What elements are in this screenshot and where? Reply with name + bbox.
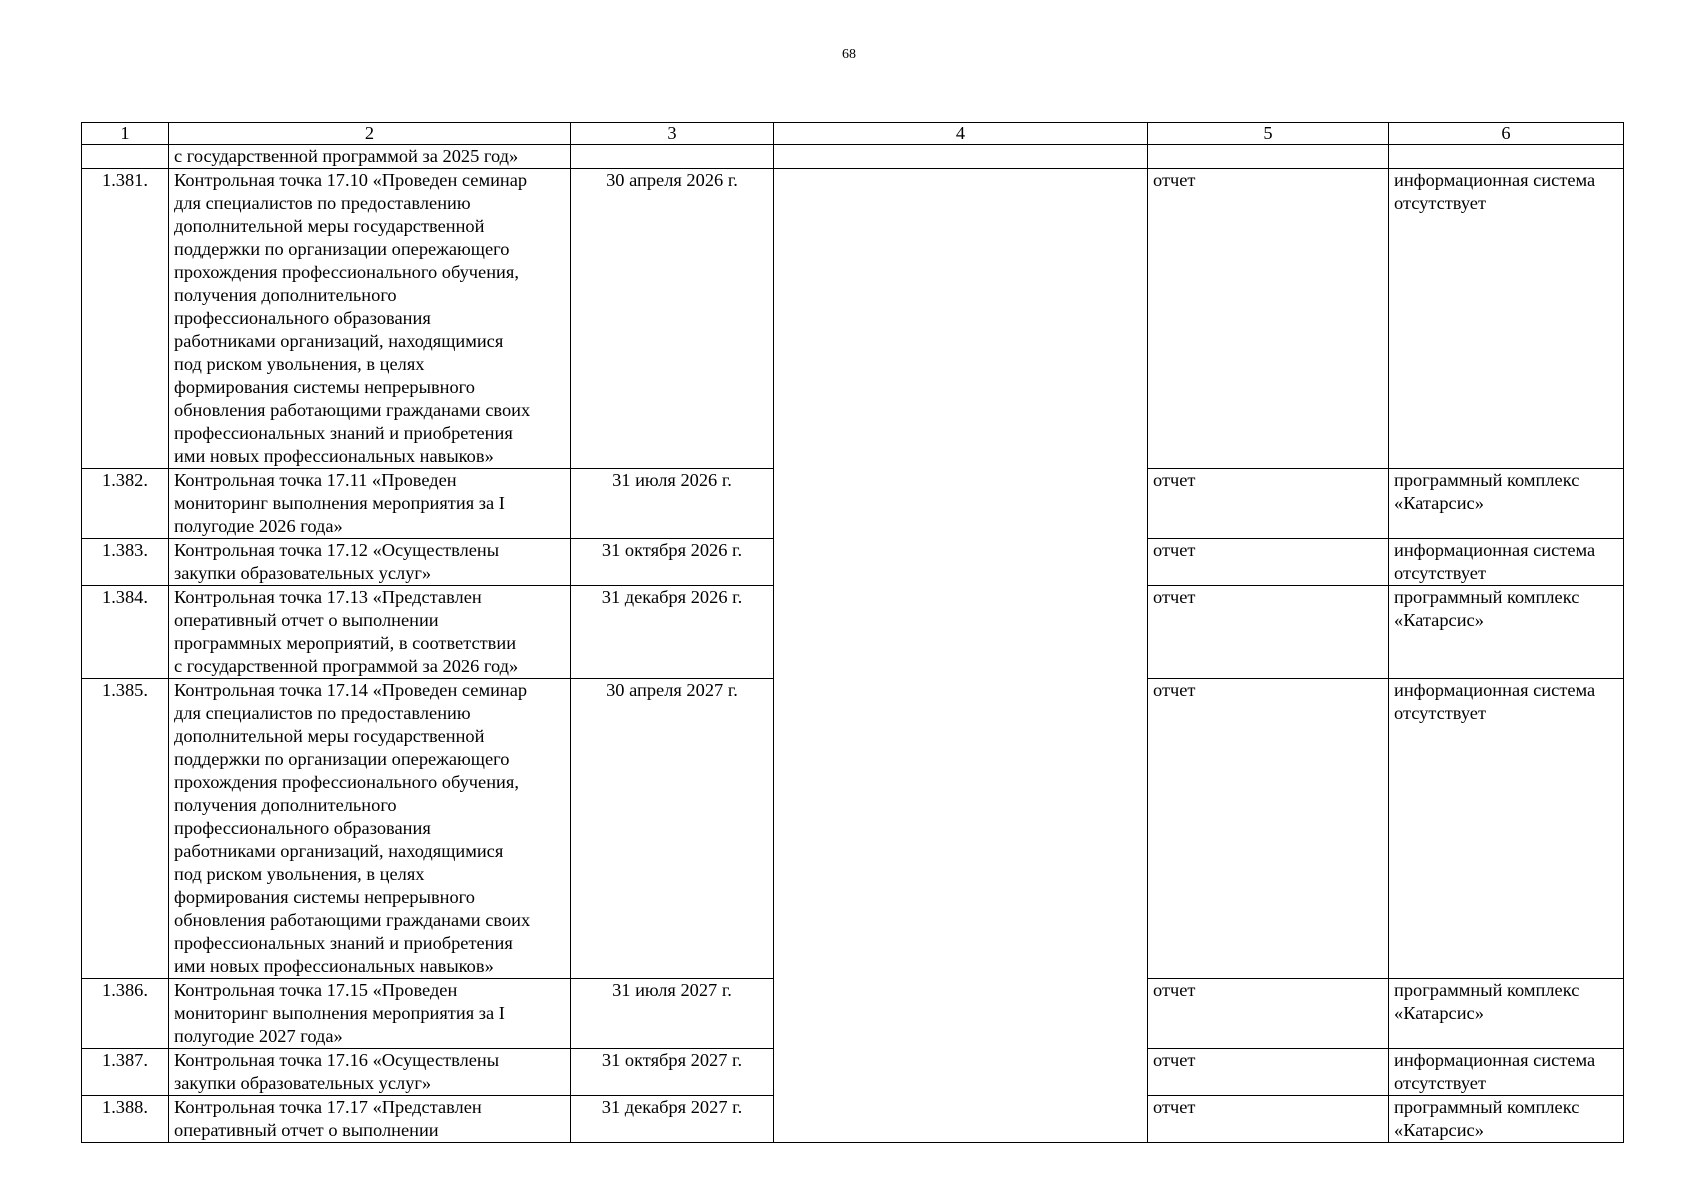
cell-number: 1.381. (82, 169, 169, 469)
cell-number: 1.382. (82, 469, 169, 539)
cell-system: программный комплекс «Катарсис» (1389, 1096, 1624, 1143)
cell-date: 30 апреля 2026 г. (571, 169, 774, 469)
cell-number: 1.386. (82, 979, 169, 1049)
cell-number (82, 145, 169, 169)
cell-description: Контрольная точка 17.15 «Проведен мониторинг выполнения мероприятия за I полугодие 2027 года» (169, 979, 571, 1049)
cell-doc: отчет (1148, 679, 1389, 979)
cell-system: информационная система отсутствует (1389, 1049, 1624, 1096)
cell-doc: отчет (1148, 469, 1389, 539)
continuation-row (82, 145, 1624, 169)
header-row (82, 123, 1624, 145)
cell-description: Контрольная точка 17.12 «Осуществлены закупки образовательных услуг» (169, 539, 571, 586)
cell-system: программный комплекс «Катарсис» (1389, 586, 1624, 679)
cell-doc: отчет (1148, 1049, 1389, 1096)
cell-description: Контрольная точка 17.11 «Проведен мониторинг выполнения мероприятия за I полугодие 2026 года» (169, 469, 571, 539)
control-points-table (81, 122, 1624, 1143)
cell-number: 1.388. (82, 1096, 169, 1143)
column-header: 4 (774, 123, 1148, 145)
cell-doc: отчет (1148, 1096, 1389, 1143)
column-header: 6 (1389, 123, 1624, 145)
cell-date: 31 декабря 2027 г. (571, 1096, 774, 1143)
cell-col4-merged (774, 169, 1148, 1143)
page-number: 68 (842, 47, 856, 62)
cell-number: 1.387. (82, 1049, 169, 1096)
cell-doc: отчет (1148, 169, 1389, 469)
cell-system (1389, 145, 1624, 169)
cell-date: 31 октября 2027 г. (571, 1049, 774, 1096)
cell-system: программный комплекс «Катарсис» (1389, 979, 1624, 1049)
cell-description: Контрольная точка 17.10 «Проведен семинар для специалистов по предоставлению дополнительной меры государственной поддержки по организации опережающего прохождения профессионального обучения, получения дополнительного профессионального образования работниками организаций, находящимися под риском увольнения, в целях формирования системы непрерывного обновления работающими гражданами своих профессиональных знаний и приобретения ими новых профессиональных навыков» (169, 169, 571, 469)
table-row (82, 169, 1624, 469)
cell-doc: отчет (1148, 586, 1389, 679)
column-header: 2 (169, 123, 571, 145)
cell-number: 1.384. (82, 586, 169, 679)
cell-date: 30 апреля 2027 г. (571, 679, 774, 979)
cell-doc: отчет (1148, 979, 1389, 1049)
cell-date: 31 июля 2027 г. (571, 979, 774, 1049)
cell-description: Контрольная точка 17.14 «Проведен семинар для специалистов по предоставлению дополнительной меры государственной поддержки по организации опережающего прохождения профессионального обучения, получения дополнительного профессионального образования работниками организаций, находящимися под риском увольнения, в целях формирования системы непрерывного обновления работающими гражданами своих профессиональных знаний и приобретения ими новых профессиональных навыков» (169, 679, 571, 979)
cell-system: программный комплекс «Катарсис» (1389, 469, 1624, 539)
cell-system: информационная система отсутствует (1389, 679, 1624, 979)
cell-doc: отчет (1148, 539, 1389, 586)
cell-doc (1148, 145, 1389, 169)
column-header: 1 (82, 123, 169, 145)
cell-description: с государственной программой за 2025 год» (169, 145, 571, 169)
cell-date: 31 октября 2026 г. (571, 539, 774, 586)
cell-number: 1.383. (82, 539, 169, 586)
cell-col4 (774, 145, 1148, 169)
column-header: 5 (1148, 123, 1389, 145)
cell-system: информационная система отсутствует (1389, 169, 1624, 469)
cell-date (571, 145, 774, 169)
cell-description: Контрольная точка 17.16 «Осуществлены закупки образовательных услуг» (169, 1049, 571, 1096)
cell-description: Контрольная точка 17.17 «Представлен оперативный отчет о выполнении (169, 1096, 571, 1143)
cell-description: Контрольная точка 17.13 «Представлен оперативный отчет о выполнении программных мероприятий, в соответствии с государственной программой за 2026 год» (169, 586, 571, 679)
cell-date: 31 июля 2026 г. (571, 469, 774, 539)
cell-number: 1.385. (82, 679, 169, 979)
cell-date: 31 декабря 2026 г. (571, 586, 774, 679)
cell-system: информационная система отсутствует (1389, 539, 1624, 586)
column-header: 3 (571, 123, 774, 145)
